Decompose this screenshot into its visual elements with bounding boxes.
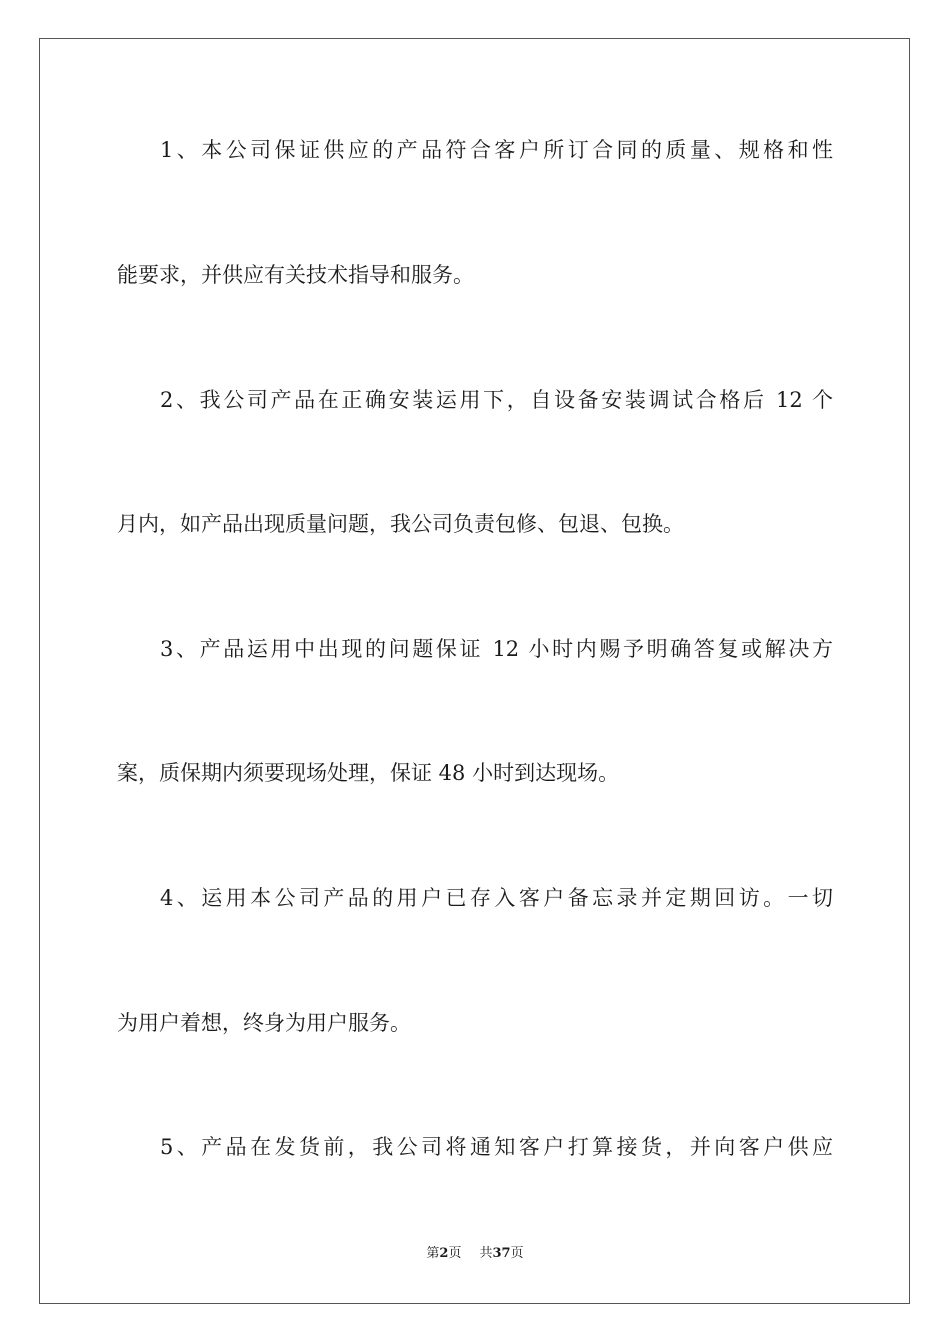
paragraph-2-line-2: 月内，如产品出现质量问题，我公司负责包修、包退、包换。 xyxy=(117,512,684,536)
footer-total-suffix: 页 xyxy=(510,1246,524,1261)
paragraph-4-line-1: 4、运用本公司产品的用户已存入客户备忘录并定期回访。一切 xyxy=(160,886,833,910)
footer-page-current: 2 xyxy=(439,1246,449,1261)
footer-page-suffix: 页 xyxy=(448,1246,462,1261)
paragraph-2-line-1: 2、我公司产品在正确安装运用下，自设备安装调试合格后 12 个 xyxy=(160,388,833,412)
paragraph-3-line-1: 3、产品运用中出现的问题保证 12 小时内赐予明确答复或解决方 xyxy=(160,637,833,661)
paragraph-4-line-2: 为用户着想，终身为用户服务。 xyxy=(117,1011,411,1035)
page-frame xyxy=(39,38,910,1304)
footer-total-prefix: 共 xyxy=(479,1246,493,1261)
page-footer xyxy=(0,1245,950,1263)
paragraph-5-line-1: 5、产品在发货前，我公司将通知客户打算接货，并向客户供应 xyxy=(160,1135,833,1159)
paragraph-3-line-2: 案，质保期内须要现场处理，保证 48 小时到达现场。 xyxy=(117,761,620,785)
paragraph-1-line-2: 能要求，并供应有关技术指导和服务。 xyxy=(117,263,474,287)
footer-page-prefix: 第 xyxy=(426,1246,440,1261)
footer-page-total: 37 xyxy=(492,1246,511,1261)
paragraph-1-line-1: 1、本公司保证供应的产品符合客户所订合同的质量、规格和性 xyxy=(160,138,833,162)
